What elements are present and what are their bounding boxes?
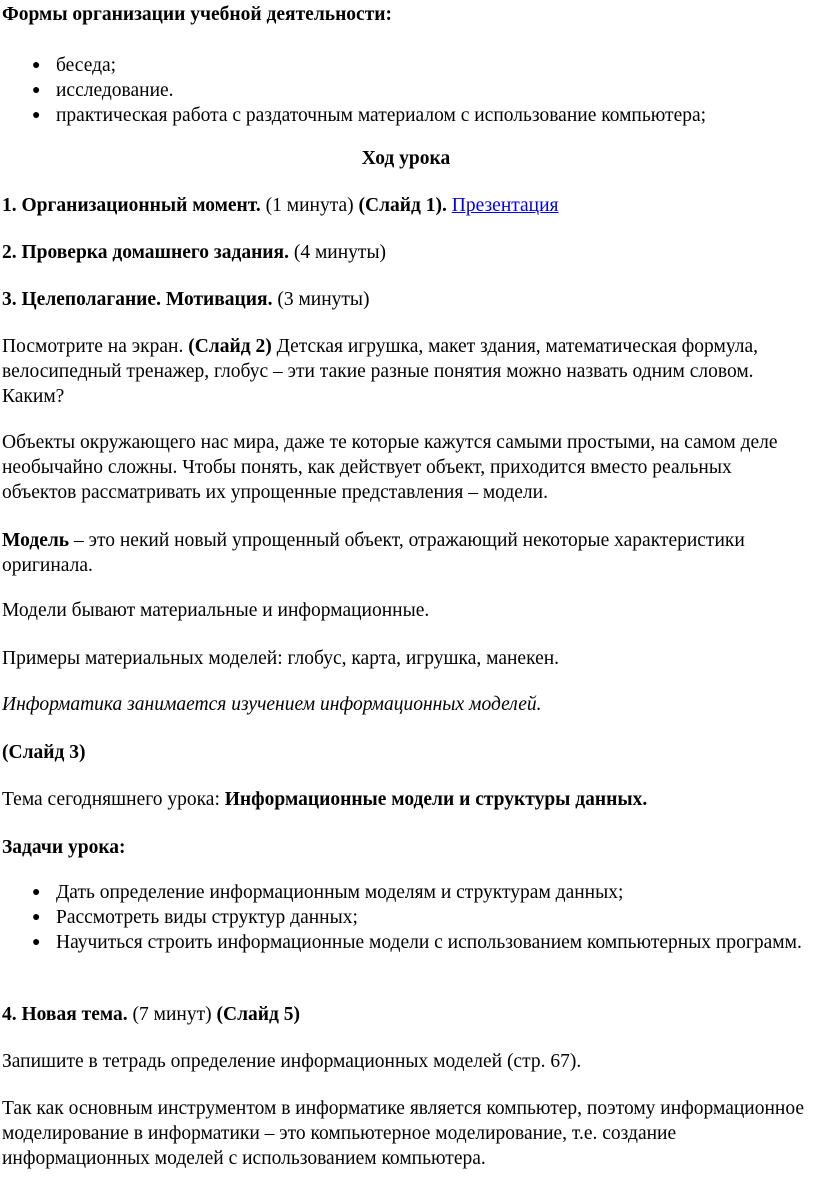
presentation-link[interactable]: Презентация [451,195,559,216]
step-motivation: 3. Целеполагание. Мотивация. (3 минуты) [2,289,370,310]
bullet-icon: ● [32,58,41,73]
paragraph-examples: Примеры материальных моделей: глобус, карта, игрушка, манекен. [2,648,560,669]
paragraph-informatics: Информатика занимается изучением информационных моделей. [2,694,542,715]
list-item: ● Дать определение информационным моделям и структурам данных; [32,882,624,903]
list-item: ● беседа; [32,55,117,76]
lesson-topic: Тема сегодняшнего урока: Информационные модели и структуры данных. [2,789,648,810]
paragraph-model-types: Модели бывают материальные и информационные. [2,600,430,621]
list-item: ● практическая работа с раздаточным материалом с использование компьютера; [32,105,707,126]
bullet-icon: ● [32,885,41,900]
bullet-icon: ● [32,83,41,98]
step-organizational: 1. Организационный момент. (1 минута) (Слайд 1). Презентация [2,195,559,216]
step-homework: 2. Проверка домашнего задания. (4 минуты) [2,242,387,263]
paragraph-screen: Посмотрите на экран. (Слайд 2) Детская игрушка, макет здания, математическая формула, велосипедный тренажер, глобус – эти такие разные понятия можно назвать одним словом. Каким? [2,336,759,407]
list-item: ● Научиться строить информационные модели с использованием компьютерных программ. [32,932,802,953]
paragraph-notebook: Запишите в тетрадь определение информационных моделей (стр. 67). [2,1051,582,1072]
slide-3-label: (Слайд 3) [2,742,86,763]
bullet-icon: ● [32,910,41,925]
list-item: ● Рассмотреть виды структур данных; [32,907,358,928]
forms-list [2,53,810,128]
list-item: ● исследование. [32,80,174,101]
paragraph-objects: Объекты окружающего нас мира, даже те которые кажутся самыми простыми, на самом деле необычайно сложны. Чтобы понять, как действует объект, приходится вместо реальных объектов рассматривать их упрощенные представления – модели. [2,432,778,503]
forms-heading: Формы организации учебной деятельности: [2,4,393,25]
paragraph-computer-modeling: Так как основным инструментом в информатике является компьютер, поэтому информационное моделирование в информатики – это компьютерное моделирование, т.е. создание информационных моделей с использованием компьютера. [2,1098,804,1169]
lesson-heading: Ход урока [361,148,451,169]
bullet-icon: ● [32,108,41,123]
paragraph-model-definition: Модель – это некий новый упрощенный объект, отражающий некоторые характеристики оригинала. [2,530,745,576]
bullet-icon: ● [32,935,41,950]
tasks-list [2,880,810,955]
step-new-topic: 4. Новая тема. (7 минут) (Слайд 5) [2,1004,300,1025]
tasks-heading: Задачи урока: [2,837,126,858]
